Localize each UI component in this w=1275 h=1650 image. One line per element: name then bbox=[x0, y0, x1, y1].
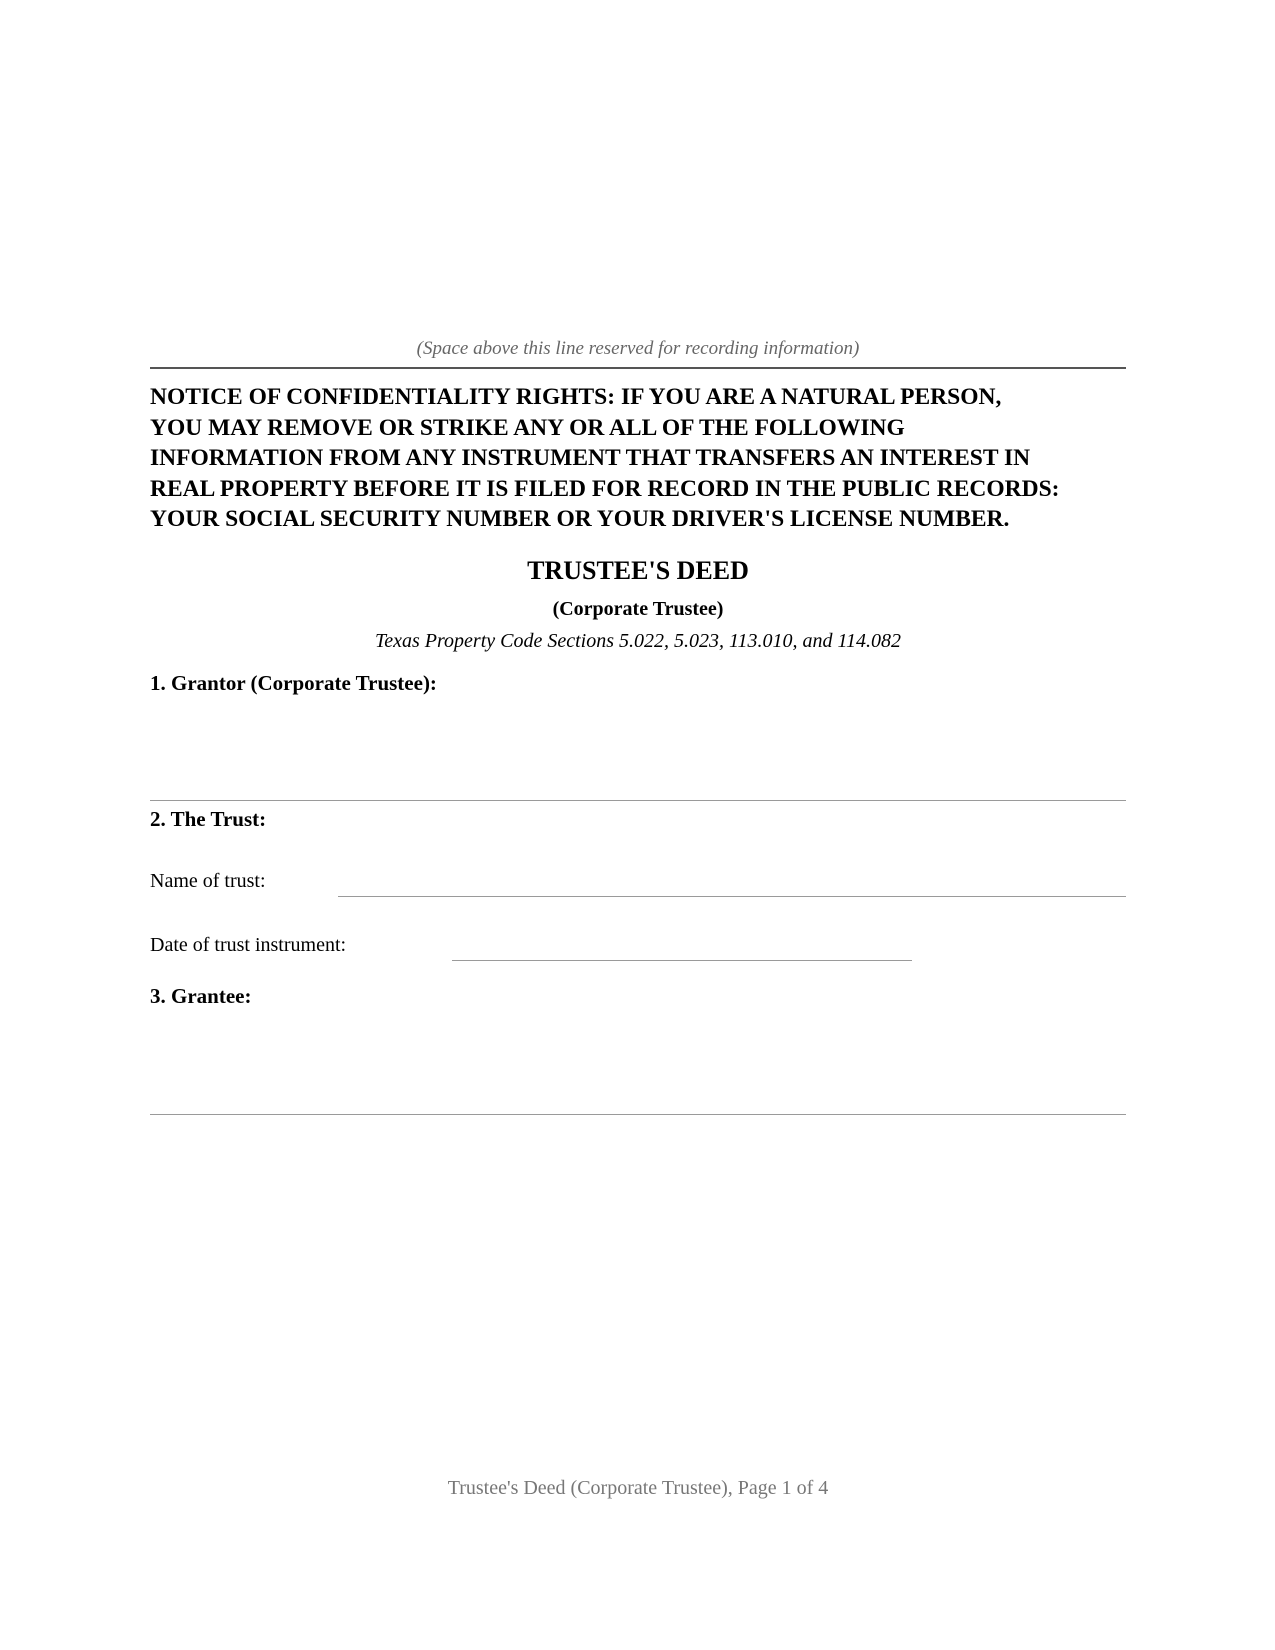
notice-line: YOUR SOCIAL SECURITY NUMBER OR YOUR DRIVER'S LICENSE NUMBER. bbox=[150, 506, 1010, 532]
notice-line: YOU MAY REMOVE OR STRIKE ANY OR ALL OF THE FOLLOWING bbox=[150, 414, 905, 441]
trust-heading: 2. The Trust: bbox=[150, 807, 267, 831]
document-subtitle: (Corporate Trustee) bbox=[552, 598, 724, 620]
recording-divider bbox=[150, 367, 1126, 369]
grantee-heading: 3. Grantee: bbox=[150, 984, 252, 1008]
statute-reference: Texas Property Code Sections 5.022, 5.023, 113.010, and 114.082 bbox=[374, 630, 902, 652]
page-footer: Trustee's Deed (Corporate Trustee), Page 1 of 4 bbox=[447, 1477, 829, 1499]
trust-name-label: Name of trust: bbox=[150, 870, 266, 892]
recording-space-note: (Space above this line reserved for recording information) bbox=[416, 338, 860, 359]
grantee-field[interactable] bbox=[150, 1014, 1126, 1112]
trust-name-underline bbox=[338, 896, 1126, 897]
grantee-underline bbox=[150, 1114, 1126, 1115]
notice-line: NOTICE OF CONFIDENTIALITY RIGHTS: IF YOU ARE A NATURAL PERSON, bbox=[150, 384, 1002, 410]
trust-date-label: Date of trust instrument: bbox=[150, 934, 347, 956]
trust-name-field[interactable] bbox=[338, 866, 1126, 894]
trust-date-field[interactable] bbox=[452, 930, 912, 958]
confidentiality-notice bbox=[150, 382, 1130, 535]
trust-date-underline bbox=[452, 960, 912, 961]
grantor-field[interactable] bbox=[150, 700, 1126, 798]
grantor-underline bbox=[150, 800, 1126, 801]
notice-line: INFORMATION FROM ANY INSTRUMENT THAT TRANSFERS AN INTEREST IN bbox=[150, 445, 1031, 471]
grantor-heading: 1. Grantor (Corporate Trustee): bbox=[150, 671, 437, 695]
document-title: TRUSTEE'S DEED bbox=[527, 556, 749, 585]
notice-line: REAL PROPERTY BEFORE IT IS FILED FOR RECORD IN THE PUBLIC RECORDS: bbox=[150, 475, 1060, 502]
